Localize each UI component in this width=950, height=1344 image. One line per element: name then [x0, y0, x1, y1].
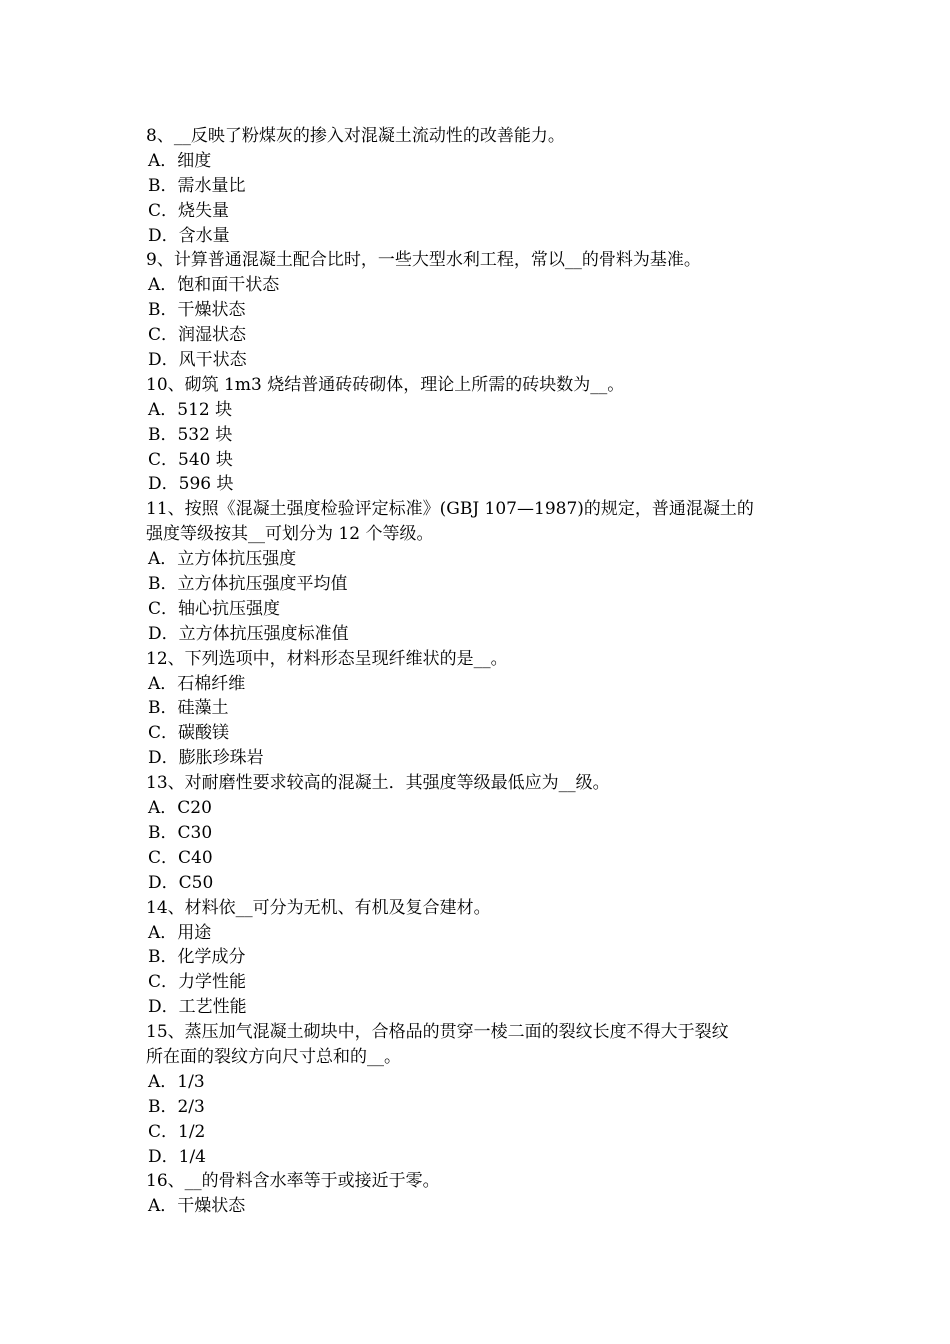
answer-option: D．1/4 — [148, 1146, 206, 1167]
question-block — [146, 248, 816, 372]
answer-option: A．C20 — [148, 798, 212, 819]
question-block — [146, 373, 816, 497]
question-stem: 15、蒸压加气混凝土砌块中，合格品的贯穿一棱二面的裂纹长度不得大于裂纹 — [146, 1022, 729, 1043]
answer-option: B．立方体抗压强度平均值 — [148, 574, 348, 595]
answer-option: D．596 块 — [148, 474, 234, 495]
document-page — [146, 124, 816, 1219]
answer-option: C．轴心抗压强度 — [148, 598, 281, 619]
question-stem: 9、计算普通混凝土配合比时，一些大型水利工程，常以__的骨料为基准。 — [146, 250, 701, 271]
question-block — [146, 124, 816, 248]
answer-option: A．用途 — [148, 922, 212, 943]
answer-option: B．2/3 — [148, 1096, 205, 1117]
question-stem: 16、__的骨料含水率等于或接近于零。 — [146, 1171, 440, 1192]
question-stem: 10、砌筑 1m3 烧结普通砖砖砌体，理论上所需的砖块数为__。 — [146, 374, 625, 395]
answer-option: A．干燥状态 — [148, 1196, 246, 1217]
answer-option: C．烧失量 — [148, 200, 230, 221]
question-block — [146, 896, 816, 1020]
question-block — [146, 497, 816, 646]
question-stem: 13、对耐磨性要求较高的混凝土．其强度等级最低应为__级。 — [146, 773, 610, 794]
question-stem: 11、按照《混凝土强度检验评定标准》(GBJ 107—1987)的规定，普通混凝土的 — [146, 499, 754, 520]
answer-option: B．化学成分 — [148, 947, 246, 968]
question-block — [146, 1020, 816, 1169]
answer-option: B．需水量比 — [148, 175, 246, 196]
answer-option: D．立方体抗压强度标准值 — [148, 623, 349, 644]
answer-option: C．540 块 — [148, 449, 233, 470]
answer-option: B．硅藻土 — [148, 698, 229, 719]
question-block — [146, 1169, 816, 1219]
answer-option: A．立方体抗压强度 — [148, 549, 297, 570]
answer-option: A．1/3 — [148, 1071, 205, 1092]
answer-option: B．干燥状态 — [148, 300, 246, 321]
answer-option: A．饱和面干状态 — [148, 275, 280, 296]
question-block — [146, 647, 816, 771]
answer-option: D．工艺性能 — [148, 997, 247, 1018]
answer-option: D．风干状态 — [148, 350, 247, 371]
answer-option: C．碳酸镁 — [148, 723, 230, 744]
question-stem: 12、下列选项中，材料形态呈现纤维状的是__。 — [146, 648, 508, 669]
question-stem: 所在面的裂纹方向尺寸总和的__。 — [146, 1046, 401, 1067]
question-stem: 8、__反映了粉煤灰的掺入对混凝土流动性的改善能力。 — [146, 126, 565, 146]
question-stem: 14、材料依__可分为无机、有机及复合建材。 — [146, 897, 491, 918]
answer-option: C．润湿状态 — [148, 325, 247, 346]
answer-option: A．石棉纤维 — [148, 673, 246, 694]
answer-option: C．C40 — [148, 847, 213, 868]
answer-option: A．细度 — [148, 150, 212, 171]
answer-option: D．膨胀珍珠岩 — [148, 748, 264, 769]
answer-option: B．532 块 — [148, 424, 233, 445]
question-stem: 强度等级按其__可划分为 12 个等级。 — [146, 524, 434, 545]
answer-option: C．1/2 — [148, 1121, 206, 1142]
answer-option: A．512 块 — [148, 399, 233, 420]
answer-option: B．C30 — [148, 822, 213, 843]
answer-option: D．含水量 — [148, 225, 230, 246]
question-block — [146, 771, 816, 895]
answer-option: C．力学性能 — [148, 972, 247, 993]
answer-option: D．C50 — [148, 872, 214, 893]
